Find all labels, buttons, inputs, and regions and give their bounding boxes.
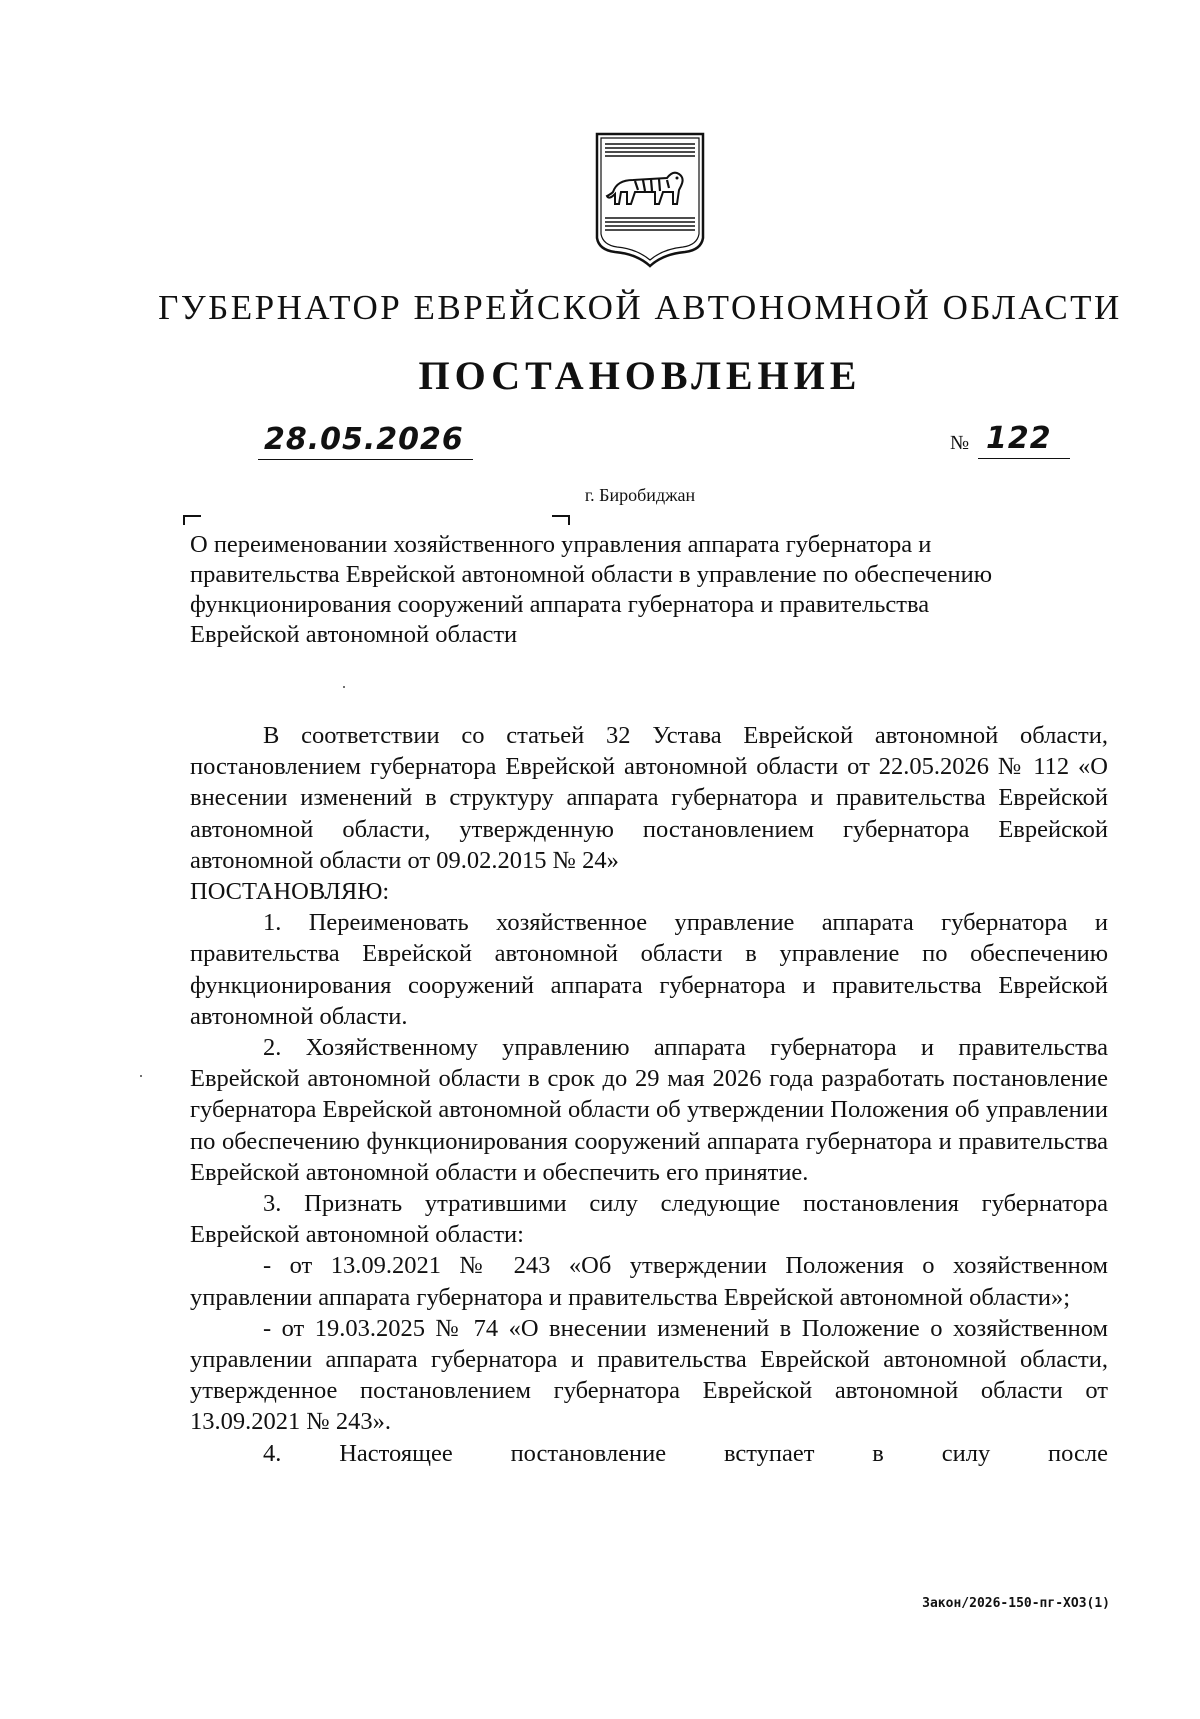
document-number-field — [950, 415, 1070, 459]
scan-speck — [343, 686, 345, 688]
subject-line: правительства Еврейской автономной области в управление по обеспечению — [190, 561, 993, 588]
handwritten-number: 122 — [986, 421, 1052, 456]
number-sign: № — [950, 432, 970, 454]
preamble-paragraph: В соответствии со статьей 32 Устава Еврейской автономной области, постановлением губернатора Еврейской автономной области от 22.05.2026 № 112 «О внесении изменений в структуру аппарата губернатора и правительства Еврейской автономной области, утвержденную постановлением губернатора Еврейской автономной области от 09.02.2015 № 24» — [190, 722, 1108, 874]
scan-speck — [140, 1075, 142, 1077]
subject-line: функционирования сооружений аппарата губернатора и правительства — [190, 591, 930, 618]
organization-title: ГУБЕРНАТОР ЕВРЕЙСКОЙ АВТОНОМНОЙ ОБЛАСТИ — [158, 288, 1122, 327]
subject-line: О переименовании хозяйственного управления аппарата губернатора и — [190, 531, 932, 558]
item-2-paragraph: 2. Хозяйственному управлению аппарата губернатора и правительства Еврейской автономной области в срок до 29 мая 2026 года разработать постановление губернатора Еврейской автономной области об утверждении Положения об управлении по обеспечению функционирования сооружений аппарата губернатора и правительства Еврейской автономной области и обеспечить его принятие. — [190, 1034, 1108, 1186]
resolve-heading: ПОСТАНОВЛЯЮ: — [190, 878, 390, 906]
coat-of-arms-icon — [593, 130, 707, 268]
document-subject — [190, 530, 1108, 650]
document-type-heading: ПОСТАНОВЛЕНИЕ — [418, 353, 862, 398]
document-body — [190, 720, 1108, 1469]
item-3a-paragraph: - от 13.09.2021 № 243 «Об утверждении Положения о хозяйственном управлении аппарата губернатора и правительства Еврейской автономной области»; — [190, 1252, 1108, 1311]
bracket-corner-left — [183, 515, 201, 525]
item-1-paragraph: 1. Переименовать хозяйственное управление аппарата губернатора и правительства Еврейской автономной области в управление по обеспечению функционирования сооружений аппарата губернатора и правительства Еврейской автономной области. — [190, 909, 1108, 1030]
item-3b-paragraph: - от 19.03.2025 № 74 «О внесении изменений в Положение о хозяйственном управлении аппарата губернатора и правительства Еврейской автономной области, утвержденное постановлением губернатора Еврейской автономной области от 13.09.2021 № 243». — [190, 1314, 1108, 1436]
number-underline — [978, 414, 1070, 459]
item-4-paragraph: 4. Настоящее постановление вступает в силу после — [263, 1439, 1108, 1467]
item-3-paragraph: 3. Признать утратившими силу следующие постановления губернатора Еврейской автономной области: — [190, 1190, 1108, 1249]
city-label: г. Биробиджан — [584, 485, 696, 505]
bracket-corner-right — [552, 515, 570, 525]
document-date-field — [258, 415, 473, 460]
subject-line: Еврейской автономной области — [190, 621, 518, 648]
document-code: Закон/2026-150-пг-ХОЗ(1) — [922, 1596, 1110, 1611]
handwritten-date: 28.05.2026 — [264, 422, 464, 457]
